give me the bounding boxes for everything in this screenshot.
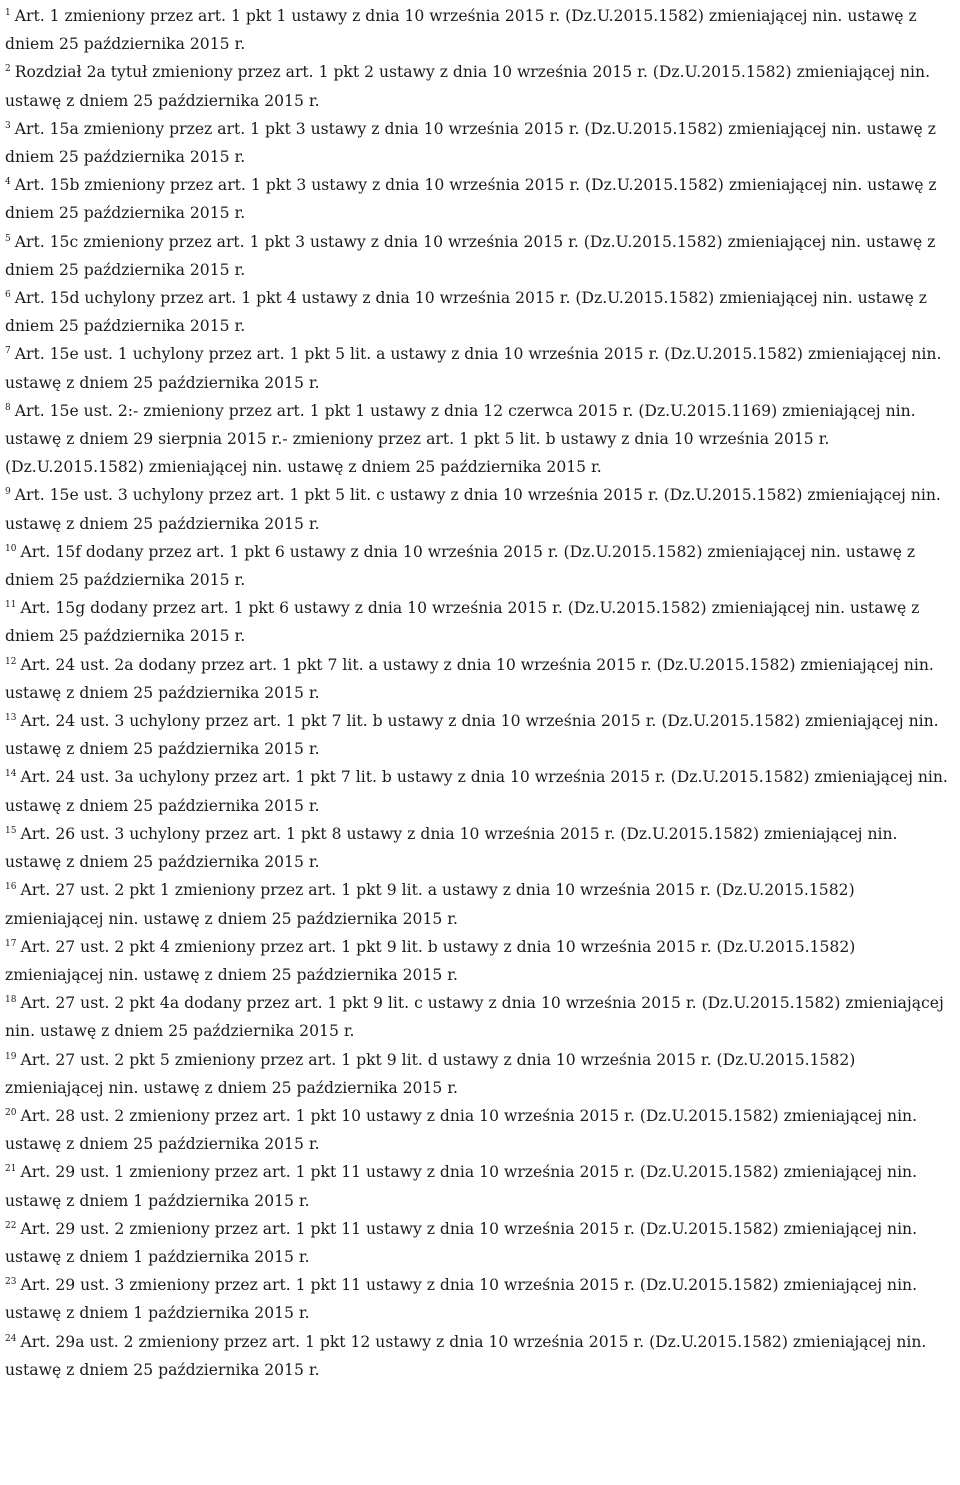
footnote-number: 14 (5, 769, 17, 780)
footnote-number: 21 (5, 1164, 17, 1175)
footnote-16 (5, 876, 955, 932)
footnotes-list (5, 2, 955, 1384)
footnote-13 (5, 707, 955, 763)
footnote-text: Art. 15d uchylony przez art. 1 pkt 4 ustawy z dnia 10 września 2015 r. (Dz.U.2015.1582) zmieniającej nin. ustawę z dniem 25 października 2015 r. (5, 289, 927, 336)
footnote-9 (5, 481, 955, 537)
footnote-14 (5, 763, 955, 819)
footnote-text: Art. 15a zmieniony przez art. 1 pkt 3 ustawy z dnia 10 września 2015 r. (Dz.U.2015.1582) zmieniającej nin. ustawę z dniem 25 października 2015 r. (5, 119, 936, 167)
footnote-7 (5, 340, 955, 396)
footnote-number: 3 (5, 120, 11, 131)
footnote-2 (5, 58, 955, 114)
footnote-text: Rozdział 2a tytuł zmieniony przez art. 1 pkt 2 ustawy z dnia 10 września 2015 r. (Dz.U.2015.1582) zmieniającej nin. ustawę z dniem 25 października 2015 r. (5, 63, 931, 110)
footnote-text: Art. 15e ust. 3 uchylony przez art. 1 pkt 5 lit. c ustawy z dnia 10 września 2015 r. (Dz.U.2015.1582) zmieniającej nin. ustawę z dniem 25 października 2015 r. (5, 486, 941, 533)
footnote-11 (5, 594, 955, 650)
footnote-text: Art. 15b zmieniony przez art. 1 pkt 3 ustawy z dnia 10 września 2015 r. (Dz.U.2015.1582) zmieniającej nin. ustawę z dniem 25 października 2015 r. (5, 176, 937, 223)
footnote-number: 24 (5, 1333, 17, 1344)
footnote-text: Art. 15e ust. 1 uchylony przez art. 1 pkt 5 lit. a ustawy z dnia 10 września 2015 r. (Dz.U.2015.1582) zmieniającej nin. ustawę z dniem 25 października 2015 r. (5, 345, 942, 392)
footnote-number: 6 (5, 290, 11, 301)
footnote-text: Art. 1 zmieniony przez art. 1 pkt 1 ustawy z dnia 10 września 2015 r. (Dz.U.2015.1582) zmieniającej nin. ustawę z dniem 25 października 2015 r. (5, 7, 917, 54)
footnote-text: Art. 24 ust. 2a dodany przez art. 1 pkt 7 lit. a ustawy z dnia 10 września 2015 r. (Dz.U.2015.1582) zmieniającej nin. ustawę z dniem 25 października 2015 r. (5, 655, 934, 702)
footnote-15 (5, 820, 955, 876)
footnote-number: 16 (5, 882, 17, 893)
footnote-number: 5 (5, 233, 11, 244)
footnote-number: 1 (5, 8, 11, 18)
footnote-number: 12 (5, 656, 17, 667)
footnote-21 (5, 1158, 955, 1214)
footnote-number: 2 (5, 64, 11, 75)
footnote-number: 18 (5, 995, 17, 1006)
footnote-12 (5, 651, 955, 707)
footnote-8 (5, 397, 955, 482)
footnote-number: 11 (5, 600, 17, 611)
footnote-19 (5, 1046, 955, 1102)
footnote-number: 23 (5, 1277, 17, 1288)
footnote-20 (5, 1102, 955, 1158)
footnote-text: Art. 27 ust. 2 pkt 4 zmieniony przez art. 1 pkt 9 lit. b ustawy z dnia 10 września 2015 r. (Dz.U.2015.1582) zmieniającej nin. ustawę z dniem 25 października 2015 r. (5, 937, 856, 984)
footnote-number: 9 (5, 487, 11, 498)
footnote-text: Art. 27 ust. 2 pkt 1 zmieniony przez art. 1 pkt 9 lit. a ustawy z dnia 10 września 2015 r. (Dz.U.2015.1582) zmieniającej nin. ustawę z dniem 25 października 2015 r. (5, 881, 855, 928)
footnote-text: Art. 29 ust. 2 zmieniony przez art. 1 pkt 11 ustawy z dnia 10 września 2015 r. (Dz.U.2015.1582) zmieniającej nin. ustawę z dniem 1 października 2015 r. (5, 1219, 918, 1266)
footnote-1 (5, 2, 955, 58)
footnote-text: Art. 29 ust. 1 zmieniony przez art. 1 pkt 11 ustawy z dnia 10 września 2015 r. (Dz.U.2015.1582) zmieniającej nin. ustawę z dniem 1 października 2015 r. (5, 1163, 918, 1210)
footnote-text: Art. 15f dodany przez art. 1 pkt 6 ustawy z dnia 10 września 2015 r. (Dz.U.2015.1582) zmieniającej nin. ustawę z dniem 25 października 2015 r. (5, 542, 916, 590)
footnote-number: 4 (5, 177, 11, 188)
footnote-4 (5, 171, 955, 227)
footnote-17 (5, 933, 955, 989)
footnote-number: 7 (5, 346, 11, 357)
footnote-text: Art. 15e ust. 2:- zmieniony przez art. 1 pkt 1 ustawy z dnia 12 czerwca 2015 r. (Dz.U.2015.1169) zmieniającej nin. ustawę z dniem 29 sierpnia 2015 r.- zmieniony przez art. 1 pkt 5 lit. b ustawy z dnia 10 września 2015 r. (Dz.U.2015.1582) zmieniającej nin. ustawę z dniem 25 października 2015 r. (5, 401, 916, 477)
footnote-number: 13 (5, 713, 17, 724)
footnote-3 (5, 115, 955, 171)
footnote-text: Art. 27 ust. 2 pkt 4a dodany przez art. 1 pkt 9 lit. c ustawy z dnia 10 września 2015 r. (Dz.U.2015.1582) zmieniającej nin. ustawę z dniem 25 października 2015 r. (5, 994, 944, 1041)
footnote-24 (5, 1328, 955, 1384)
footnote-text: Art. 15c zmieniony przez art. 1 pkt 3 ustawy z dnia 10 września 2015 r. (Dz.U.2015.1582) zmieniającej nin. ustawę z dniem 25 października 2015 r. (5, 232, 936, 279)
footnote-text: Art. 29a ust. 2 zmieniony przez art. 1 pkt 12 ustawy z dnia 10 września 2015 r. (Dz.U.2015.1582) zmieniającej nin. ustawę z dniem 25 października 2015 r. (5, 1332, 927, 1379)
footnote-text: Art. 29 ust. 3 zmieniony przez art. 1 pkt 11 ustawy z dnia 10 września 2015 r. (Dz.U.2015.1582) zmieniającej nin. ustawę z dniem 1 października 2015 r. (5, 1276, 918, 1323)
footnote-6 (5, 284, 955, 340)
footnote-number: 20 (5, 1107, 17, 1118)
footnote-23 (5, 1271, 955, 1327)
footnote-22 (5, 1215, 955, 1271)
footnote-text: Art. 24 ust. 3a uchylony przez art. 1 pkt 7 lit. b ustawy z dnia 10 września 2015 r. (Dz.U.2015.1582) zmieniającej nin. ustawę z dniem 25 października 2015 r. (5, 768, 948, 815)
footnote-text: Art. 26 ust. 3 uchylony przez art. 1 pkt 8 ustawy z dnia 10 września 2015 r. (Dz.U.2015.1582) zmieniającej nin. ustawę z dniem 25 października 2015 r. (5, 824, 898, 872)
footnote-text: Art. 28 ust. 2 zmieniony przez art. 1 pkt 10 ustawy z dnia 10 września 2015 r. (Dz.U.2015.1582) zmieniającej nin. ustawę z dniem 25 października 2015 r. (5, 1106, 918, 1154)
footnote-text: Art. 15g dodany przez art. 1 pkt 6 ustawy z dnia 10 września 2015 r. (Dz.U.2015.1582) zmieniającej nin. ustawę z dniem 25 października 2015 r. (5, 599, 920, 646)
footnote-18 (5, 989, 955, 1045)
footnote-text: Art. 24 ust. 3 uchylony przez art. 1 pkt 7 lit. b ustawy z dnia 10 września 2015 r. (Dz.U.2015.1582) zmieniającej nin. ustawę z dniem 25 października 2015 r. (5, 712, 939, 759)
footnote-number: 8 (5, 402, 11, 413)
footnote-text: Art. 27 ust. 2 pkt 5 zmieniony przez art. 1 pkt 9 lit. d ustawy z dnia 10 września 2015 r. (Dz.U.2015.1582) zmieniającej nin. ustawę z dniem 25 października 2015 r. (5, 1050, 856, 1097)
footnote-number: 19 (5, 1051, 17, 1062)
footnote-10 (5, 538, 955, 594)
footnote-number: 22 (5, 1220, 17, 1231)
footnote-number: 10 (5, 543, 17, 554)
footnote-5 (5, 228, 955, 284)
footnote-number: 17 (5, 938, 17, 949)
footnote-number: 15 (5, 825, 17, 836)
